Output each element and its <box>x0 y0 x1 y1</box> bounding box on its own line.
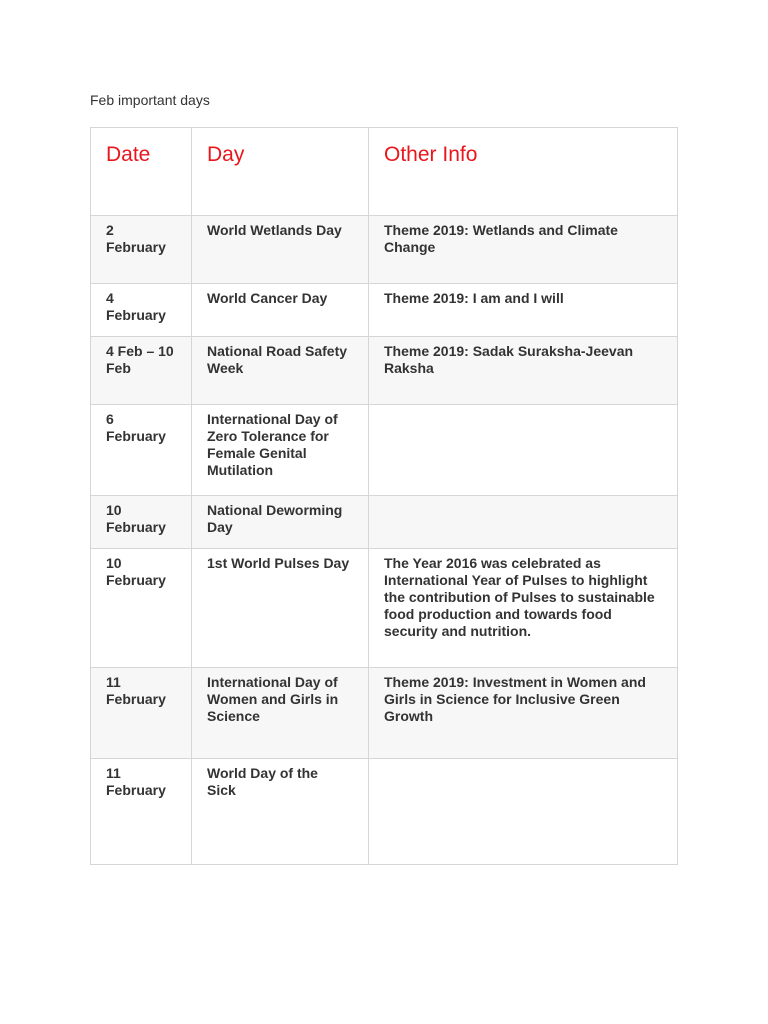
date-cell: 2 February <box>106 222 166 255</box>
document-title: Feb important days <box>90 92 210 108</box>
table-row <box>91 337 678 405</box>
table-row <box>91 496 678 549</box>
date-cell: 10 February <box>106 502 166 535</box>
date-cell: 4 Feb – 10 Feb <box>106 343 174 376</box>
info-cell: Theme 2019: Wetlands and Climate Change <box>384 222 618 255</box>
info-cell <box>369 405 677 417</box>
day-cell: World Day of the Sick <box>207 765 318 798</box>
header-day: Day <box>207 143 245 166</box>
table-row <box>91 284 678 337</box>
info-cell <box>369 496 677 508</box>
table-row <box>91 549 678 668</box>
header-other-info: Other Info <box>384 143 478 166</box>
date-cell: 11 February <box>106 765 166 798</box>
info-cell: Theme 2019: Investment in Women and Girls in Science for Inclusive Green Growth <box>384 674 646 724</box>
day-cell: National Deworming Day <box>207 502 343 535</box>
info-cell <box>369 759 677 771</box>
day-cell: World Wetlands Day <box>207 222 342 238</box>
day-cell: International Day of Zero Tolerance for Female Genital Mutilation <box>207 411 338 478</box>
table-row <box>91 405 678 496</box>
date-cell: 11 February <box>106 674 166 707</box>
info-cell: Theme 2019: I am and I will <box>384 290 564 306</box>
table-row <box>91 668 678 759</box>
header-date: Date <box>106 143 151 166</box>
day-cell: World Cancer Day <box>207 290 328 306</box>
table-row <box>91 759 678 865</box>
info-cell: Theme 2019: Sadak Suraksha-Jeevan Raksha <box>384 343 634 376</box>
day-cell: International Day of Women and Girls in Science <box>207 674 339 724</box>
date-cell: 10 February <box>106 555 166 588</box>
info-cell: The Year 2016 was celebrated as International Year of Pulses to highlight the contribution of Pulses to sustainable food production and towards food security and nutrition. <box>384 555 655 639</box>
date-cell: 4 February <box>106 290 166 323</box>
important-days-table <box>90 127 678 865</box>
day-cell: 1st World Pulses Day <box>207 555 350 571</box>
date-cell: 6 February <box>106 411 166 444</box>
day-cell: National Road Safety Week <box>207 343 348 376</box>
table-header-row <box>91 128 678 216</box>
table-row <box>91 216 678 284</box>
